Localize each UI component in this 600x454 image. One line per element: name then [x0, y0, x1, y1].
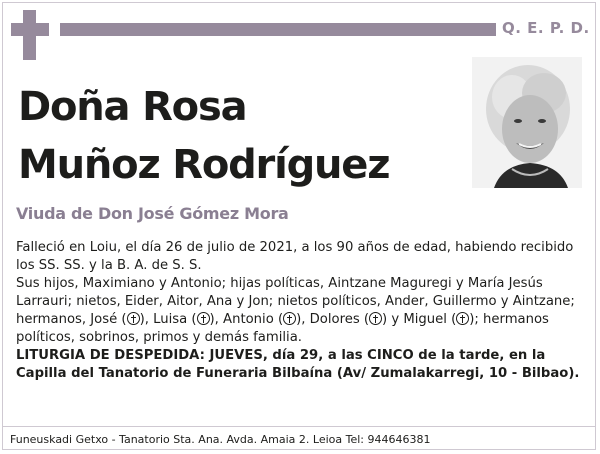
deceased-name-line1: Doña Rosa	[18, 84, 247, 130]
family-text: ); hermanos políticos, sobrinos, primos y demás familia.	[16, 312, 549, 345]
portrait-photo	[472, 57, 582, 188]
family-paragraph	[16, 275, 588, 347]
qepd-label: Q. E. P. D.	[502, 19, 590, 37]
liturgy-paragraph: LITURGIA DE DESPEDIDA: JUEVES, día 29, a las CINCO de la tarde, en la Capilla del Tanatorio de Funeraria Bilbaína (Av/ Zumalakarregi, 10 - Bilbao).	[16, 348, 580, 381]
obituary-body	[16, 239, 588, 383]
family-text: Sus hijos, Maximiano y Antonio; hijas políticas, Aintzane Maguregi y María Jesús Larrauri; nietos, Eider, Aitor, Ana y Jon; nietos políticos, Ander, Guillermo y Aintzane; hermanos, José (	[16, 276, 575, 327]
deceased-cross-icon	[369, 312, 382, 325]
deceased-cross-icon	[456, 312, 469, 325]
family-text: ), Luisa (	[139, 312, 197, 327]
family-text: ), Dolores (	[296, 312, 370, 327]
deceased-cross-icon	[127, 312, 140, 325]
deceased-cross-icon	[197, 312, 210, 325]
deceased-name-line2: Muñoz Rodríguez	[18, 142, 390, 188]
death-notice-paragraph: Falleció en Loiu, el día 26 de julio de 2021, a los 90 años de edad, habiendo recibido los SS. SS. y la B. A. de S. S.	[16, 240, 574, 273]
deceased-cross-icon	[283, 312, 296, 325]
family-text: ) y Miguel (	[382, 312, 457, 327]
portrait-image	[472, 57, 582, 188]
header-bar	[60, 23, 496, 36]
funeral-home-footer: Funeuskadi Getxo - Tanatorio Sta. Ana. Avda. Amaia 2. Leioa Tel: 944646381	[10, 433, 431, 446]
widow-of-line: Viuda de Don José Gómez Mora	[16, 204, 289, 223]
cross-icon-bar	[11, 23, 49, 36]
footer-divider	[2, 426, 596, 427]
family-text: ), Antonio (	[209, 312, 284, 327]
